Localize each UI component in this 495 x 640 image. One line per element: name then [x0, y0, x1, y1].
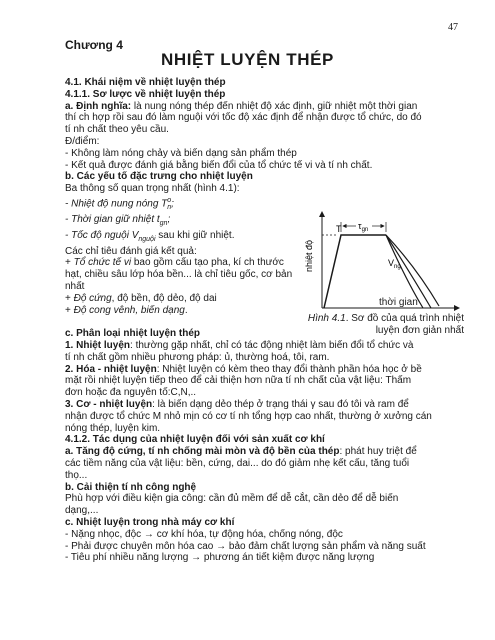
factors-intro: Ba thông số quan trọng nhất (hình 4.1):	[65, 183, 240, 195]
factor-subscript: n	[167, 204, 172, 212]
classification-item-3	[65, 399, 455, 411]
factor-end: sau khi giữ nhiệt.	[155, 229, 235, 241]
section-4-1-heading: 4.1. Khái niệm về nhiệt luyện thép	[65, 77, 226, 88]
factors-heading: b. Các yếu tố đặc trưng cho nhiệt luyện	[65, 171, 253, 183]
caption-number: Hình 4.1	[307, 313, 346, 324]
page-number: 47	[448, 22, 458, 33]
item-text: : là biến dạng dẻo thép ở trạng thái γ sau đó tôi và ram để	[152, 399, 409, 411]
factor-text: - Nhiệt độ nung nóng T	[65, 198, 168, 210]
criteria-term: Tổ chức tế vi	[73, 257, 132, 269]
effect-b-heading: b. Cải thiện tí nh công nghệ	[65, 481, 197, 493]
feature-item: - Kết quả được đánh giá bằng biến đổi của tổ chức tế vi và tí nh chất.	[65, 159, 373, 171]
features-heading: Đ/điểm:	[65, 135, 100, 147]
criteria-bullet: +	[65, 304, 74, 316]
cooling-rate-label: $V_{ng}$	[388, 258, 401, 270]
holding-time-label: $\tau_{gn}$	[358, 221, 369, 233]
factor-end: ;	[171, 198, 174, 210]
criteria-item	[65, 257, 305, 269]
factor-subscript: nguội	[138, 235, 156, 243]
effect-text: : phát huy triệt để	[339, 446, 417, 458]
effect-a-cont: các tiềm năng của vật liệu: bền, cứng, dai... do đó giảm nhẹ kết cấu, tăng tuổi	[65, 458, 410, 470]
figure-caption	[294, 313, 464, 337]
factor-subscript: gn	[159, 220, 168, 228]
cooling-curve-3	[386, 235, 439, 306]
effect-a-cont: thọ...	[65, 469, 88, 481]
criteria-text: bao gồm cấu tạo pha, kí ch thước	[131, 257, 284, 269]
figure-caption-line-1	[294, 313, 464, 325]
effect-c-item: - Tiêu phí nhiều năng lượng → phương án tiết kiệm được năng lượng	[65, 552, 375, 564]
criteria-term: Độ cứng	[73, 292, 112, 304]
factor-superscript: o	[167, 196, 172, 204]
temperature-label: T	[336, 224, 342, 234]
criteria-intro: Các chỉ tiêu đánh giá kết quả:	[65, 245, 197, 257]
classification-heading: c. Phân loại nhiệt luyện thép	[65, 328, 201, 340]
effect-b-text: dạng,...	[65, 505, 99, 517]
criteria-item-cont: nhất	[65, 281, 85, 293]
classification-item-2	[65, 364, 455, 376]
item-label: 3. Cơ - nhiệt luyện	[65, 399, 153, 411]
definition-text: là nung nóng thép đến nhiệt độ xác định, giữ nhiệt một thời gian	[131, 100, 418, 112]
effect-b-text: Phù hợp với điều kiện gia công: cần đủ mềm để dễ cắt, cần dẻo để dễ biến	[65, 493, 399, 505]
chapter-label: Chương 4	[65, 38, 123, 52]
factor-end: ;	[167, 214, 171, 226]
page-title: NHIỆT LUYỆN THÉP	[160, 50, 334, 69]
definition-line-3: tí nh chất theo yêu cầu.	[65, 124, 169, 136]
effect-c-item: - Nặng nhọc, độc → cơ khí hóa, tự động hóa, chống nóng, độc	[65, 528, 343, 540]
item-label: 2. Hóa - nhiệt luyện	[65, 363, 157, 375]
definition-line-1	[65, 101, 455, 113]
classification-item-2-cont: đơn hoặc đa nguyên tố:C,N,..	[65, 387, 197, 399]
effect-c-item: - Phải được chuyên môn hóa cao → bảo đảm chất lượng sản phẩm và năng suất	[65, 540, 426, 552]
effect-a	[65, 446, 455, 458]
caption-text: . Sơ đồ của quá trình nhiệt	[345, 313, 464, 324]
section-4-1-2-heading: 4.1.2. Tác dụng của nhiệt luyện đối với sản xuất cơ khí	[65, 434, 325, 446]
effect-c-heading: c. Nhiệt luyện trong nhà máy cơ khí	[65, 517, 235, 529]
classification-item-2-cont: mặt rồi nhiệt luyện tiếp theo để cải thiện hơn nữa tí nh chất của vật liệu: Thấm	[65, 375, 412, 387]
criteria-item-cont: hạt, chiều sâu lớp hóa bền... là chỉ tiêu gốc, cơ bản	[65, 269, 293, 281]
classification-item-1-cont: tí nh chất gồm nhiều phương pháp: ủ, thường hoá, tôi, ram.	[65, 351, 330, 363]
feature-item: - Không làm nóng chảy và biến dạng sản phẩm thép	[65, 147, 297, 159]
criteria-text: .	[184, 304, 188, 316]
y-axis-label: nhiệt độ	[304, 239, 314, 273]
criteria-bullet: +	[65, 292, 74, 304]
criteria-term: Độ cong vênh, biến dạng	[73, 304, 185, 316]
item-label: 1. Nhiệt luyện	[65, 340, 131, 352]
figure-4-1	[294, 208, 464, 358]
x-axis-label: thời gian	[379, 297, 418, 308]
classification-item-3-cont: nóng thép, luyện kim.	[65, 422, 161, 434]
effect-label: a. Tăng độ cứng, tí nh chống mài mòn và độ bền của thép	[65, 446, 340, 458]
criteria-bullet: +	[65, 257, 74, 269]
factor-text: - Thời gian giữ nhiệt t	[65, 214, 160, 226]
figure-caption-line-2: luyện đơn giản nhất	[375, 324, 464, 336]
definition-line-2: thí ch hợp rồi sau đó làm nguội với tốc độ xác định để nhận được tổ chức, do đó	[65, 112, 422, 124]
criteria-text: , độ bền, độ dẻo, độ dai	[111, 292, 217, 304]
item-text: : thường gặp nhất, chỉ có tác động nhiệt làm biến đổi tổ chức và	[130, 340, 414, 352]
classification-item-3-cont: nhận được tổ chức M nhỏ mịn có cơ tí nh tổng hợp cao nhất, thường ở xưởng cán	[65, 410, 432, 422]
definition-label: a. Định nghĩa:	[65, 100, 132, 112]
item-text: : Nhiệt luyện có kèm theo thay đổi thành phần hóa học ở bề	[156, 363, 422, 375]
section-4-1-1-heading: 4.1.1. Sơ lược về nhiệt luyện thép	[65, 88, 226, 100]
factor-text: - Tốc độ nguội V	[65, 229, 139, 241]
heating-holding-curve	[324, 235, 386, 308]
